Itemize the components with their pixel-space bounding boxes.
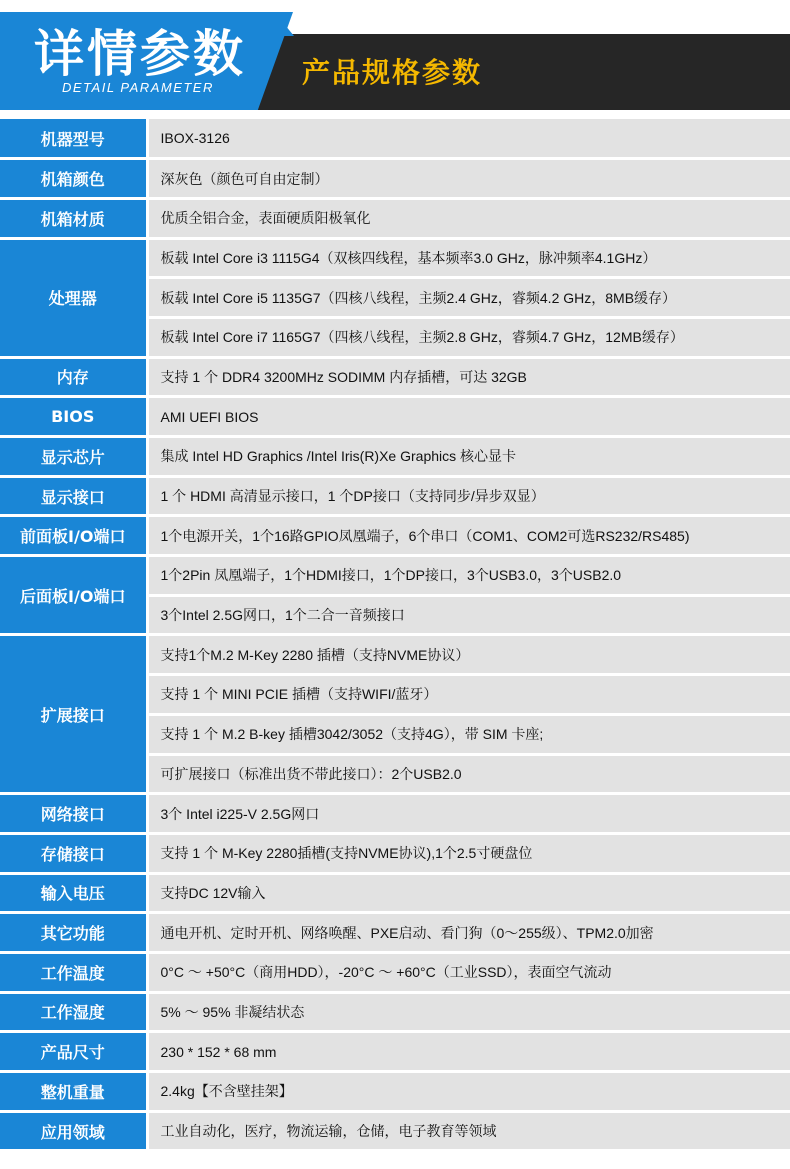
spec-table-body: [0, 119, 790, 1151]
spec-table: [0, 119, 790, 1152]
spec-value: 板载 Intel Core i5 1135G7（四核八线程，主频2.4 GHz，睿频4.2 GHz，8MB缓存）: [147, 278, 790, 318]
spec-label: 机箱颜色: [0, 159, 147, 199]
spec-value: 集成 Intel HD Graphics /Intel Iris(R)Xe Graphics 核心显卡: [147, 437, 790, 477]
spec-label: 机箱材质: [0, 198, 147, 238]
table-row: [0, 794, 790, 834]
table-row: [0, 556, 790, 596]
table-row: [0, 159, 790, 199]
table-row: [0, 357, 790, 397]
spec-value: 板载 Intel Core i3 1115G4（双核四线程，基本频率3.0 GHz，脉冲频率4.1GHz）: [147, 238, 790, 278]
spec-value: IBOX-3126: [147, 119, 790, 159]
spec-label: 产品尺寸: [0, 1032, 147, 1072]
spec-value: 2.4kg【不含壁挂架】: [147, 1072, 790, 1112]
spec-value: 可扩展接口（标准出货不带此接口）：2个USB2.0: [147, 754, 790, 794]
spec-value: 0°C ～ +50°C（商用HDD），-20°C ～ +60°C（工业SSD），表面空气流动: [147, 952, 790, 992]
spec-value: 3个Intel 2.5G网口，1个二合一音频接口: [147, 595, 790, 635]
table-row: [0, 952, 790, 992]
spec-value: 1个电源开关，1个16路GPIO凤凰端子，6个串口（COM1、COM2可选RS232/RS485): [147, 516, 790, 556]
spec-value: 5% ～ 95% 非凝结状态: [147, 992, 790, 1032]
spec-value: 支持1个M.2 M-Key 2280 插槽（支持NVME协议）: [147, 635, 790, 675]
spec-value: AMI UEFI BIOS: [147, 397, 790, 437]
spec-value: 1 个 HDMI 高清显示接口，1 个DP接口（支持同步/异步双显）: [147, 476, 790, 516]
table-row: [0, 119, 790, 159]
spec-value: 支持DC 12V输入: [147, 873, 790, 913]
table-row: [0, 992, 790, 1032]
page-header: [0, 0, 790, 110]
table-row: [0, 397, 790, 437]
page-title: 详情参数: [34, 25, 246, 83]
spec-value: 1个2Pin 凤凰端子，1个HDMI接口，1个DP接口，3个USB3.0，3个USB2.0: [147, 556, 790, 596]
spec-label: 工作温度: [0, 952, 147, 992]
spec-label: 输入电压: [0, 873, 147, 913]
spec-label: 前面板I/O端口: [0, 516, 147, 556]
spec-label: 扩展接口: [0, 635, 147, 794]
table-row: [0, 476, 790, 516]
spec-label: 机器型号: [0, 119, 147, 159]
spec-label: 处理器: [0, 238, 147, 357]
spec-label: 内存: [0, 357, 147, 397]
spec-value: 支持 1 个 M-Key 2280插槽(支持NVME协议),1个2.5寸硬盘位: [147, 833, 790, 873]
spec-value: 230 * 152 * 68 mm: [147, 1032, 790, 1072]
spec-value: 通电开机、定时开机、网络唤醒、PXE启动、看门狗（0～255级）、TPM2.0加密: [147, 913, 790, 953]
spec-value: 优质全铝合金，表面硬质阳极氧化: [147, 198, 790, 238]
spec-label: BIOS: [0, 397, 147, 437]
spec-label: 整机重量: [0, 1072, 147, 1112]
table-row: [0, 635, 790, 675]
table-row: [0, 833, 790, 873]
table-row: [0, 873, 790, 913]
spec-value: 支持 1 个 MINI PCIE 插槽（支持WIFI/蓝牙）: [147, 675, 790, 715]
spec-value: 支持 1 个 DDR4 3200MHz SODIMM 内存插槽，可达 32GB: [147, 357, 790, 397]
table-row: [0, 198, 790, 238]
spec-label: 显示接口: [0, 476, 147, 516]
table-row: [0, 1032, 790, 1072]
table-row: [0, 437, 790, 477]
spec-label: 工作湿度: [0, 992, 147, 1032]
spec-value: 板载 Intel Core i7 1165G7（四核八线程，主频2.8 GHz，睿频4.7 GHz，12MB缓存）: [147, 317, 790, 357]
spec-label: 应用领域: [0, 1111, 147, 1151]
page-title-english: DETAIL PARAMETER: [62, 80, 214, 95]
spec-label: 存储接口: [0, 833, 147, 873]
table-row: [0, 1111, 790, 1151]
table-row: [0, 913, 790, 953]
spec-label: 显示芯片: [0, 437, 147, 477]
table-row: [0, 516, 790, 556]
spec-value: 3个 Intel i225-V 2.5G网口: [147, 794, 790, 834]
spec-label: 其它功能: [0, 913, 147, 953]
spec-label: 网络接口: [0, 794, 147, 834]
spec-value: 深灰色（颜色可自由定制）: [147, 159, 790, 199]
spec-value: 工业自动化，医疗，物流运输，仓储，电子教育等领域: [147, 1111, 790, 1151]
spec-label: 后面板I/O端口: [0, 556, 147, 635]
section-subtitle: 产品规格参数: [302, 56, 483, 89]
table-row: [0, 1072, 790, 1112]
table-row: [0, 238, 790, 278]
spec-value: 支持 1 个 M.2 B-key 插槽3042/3052（支持4G），带 SIM 卡座;: [147, 714, 790, 754]
